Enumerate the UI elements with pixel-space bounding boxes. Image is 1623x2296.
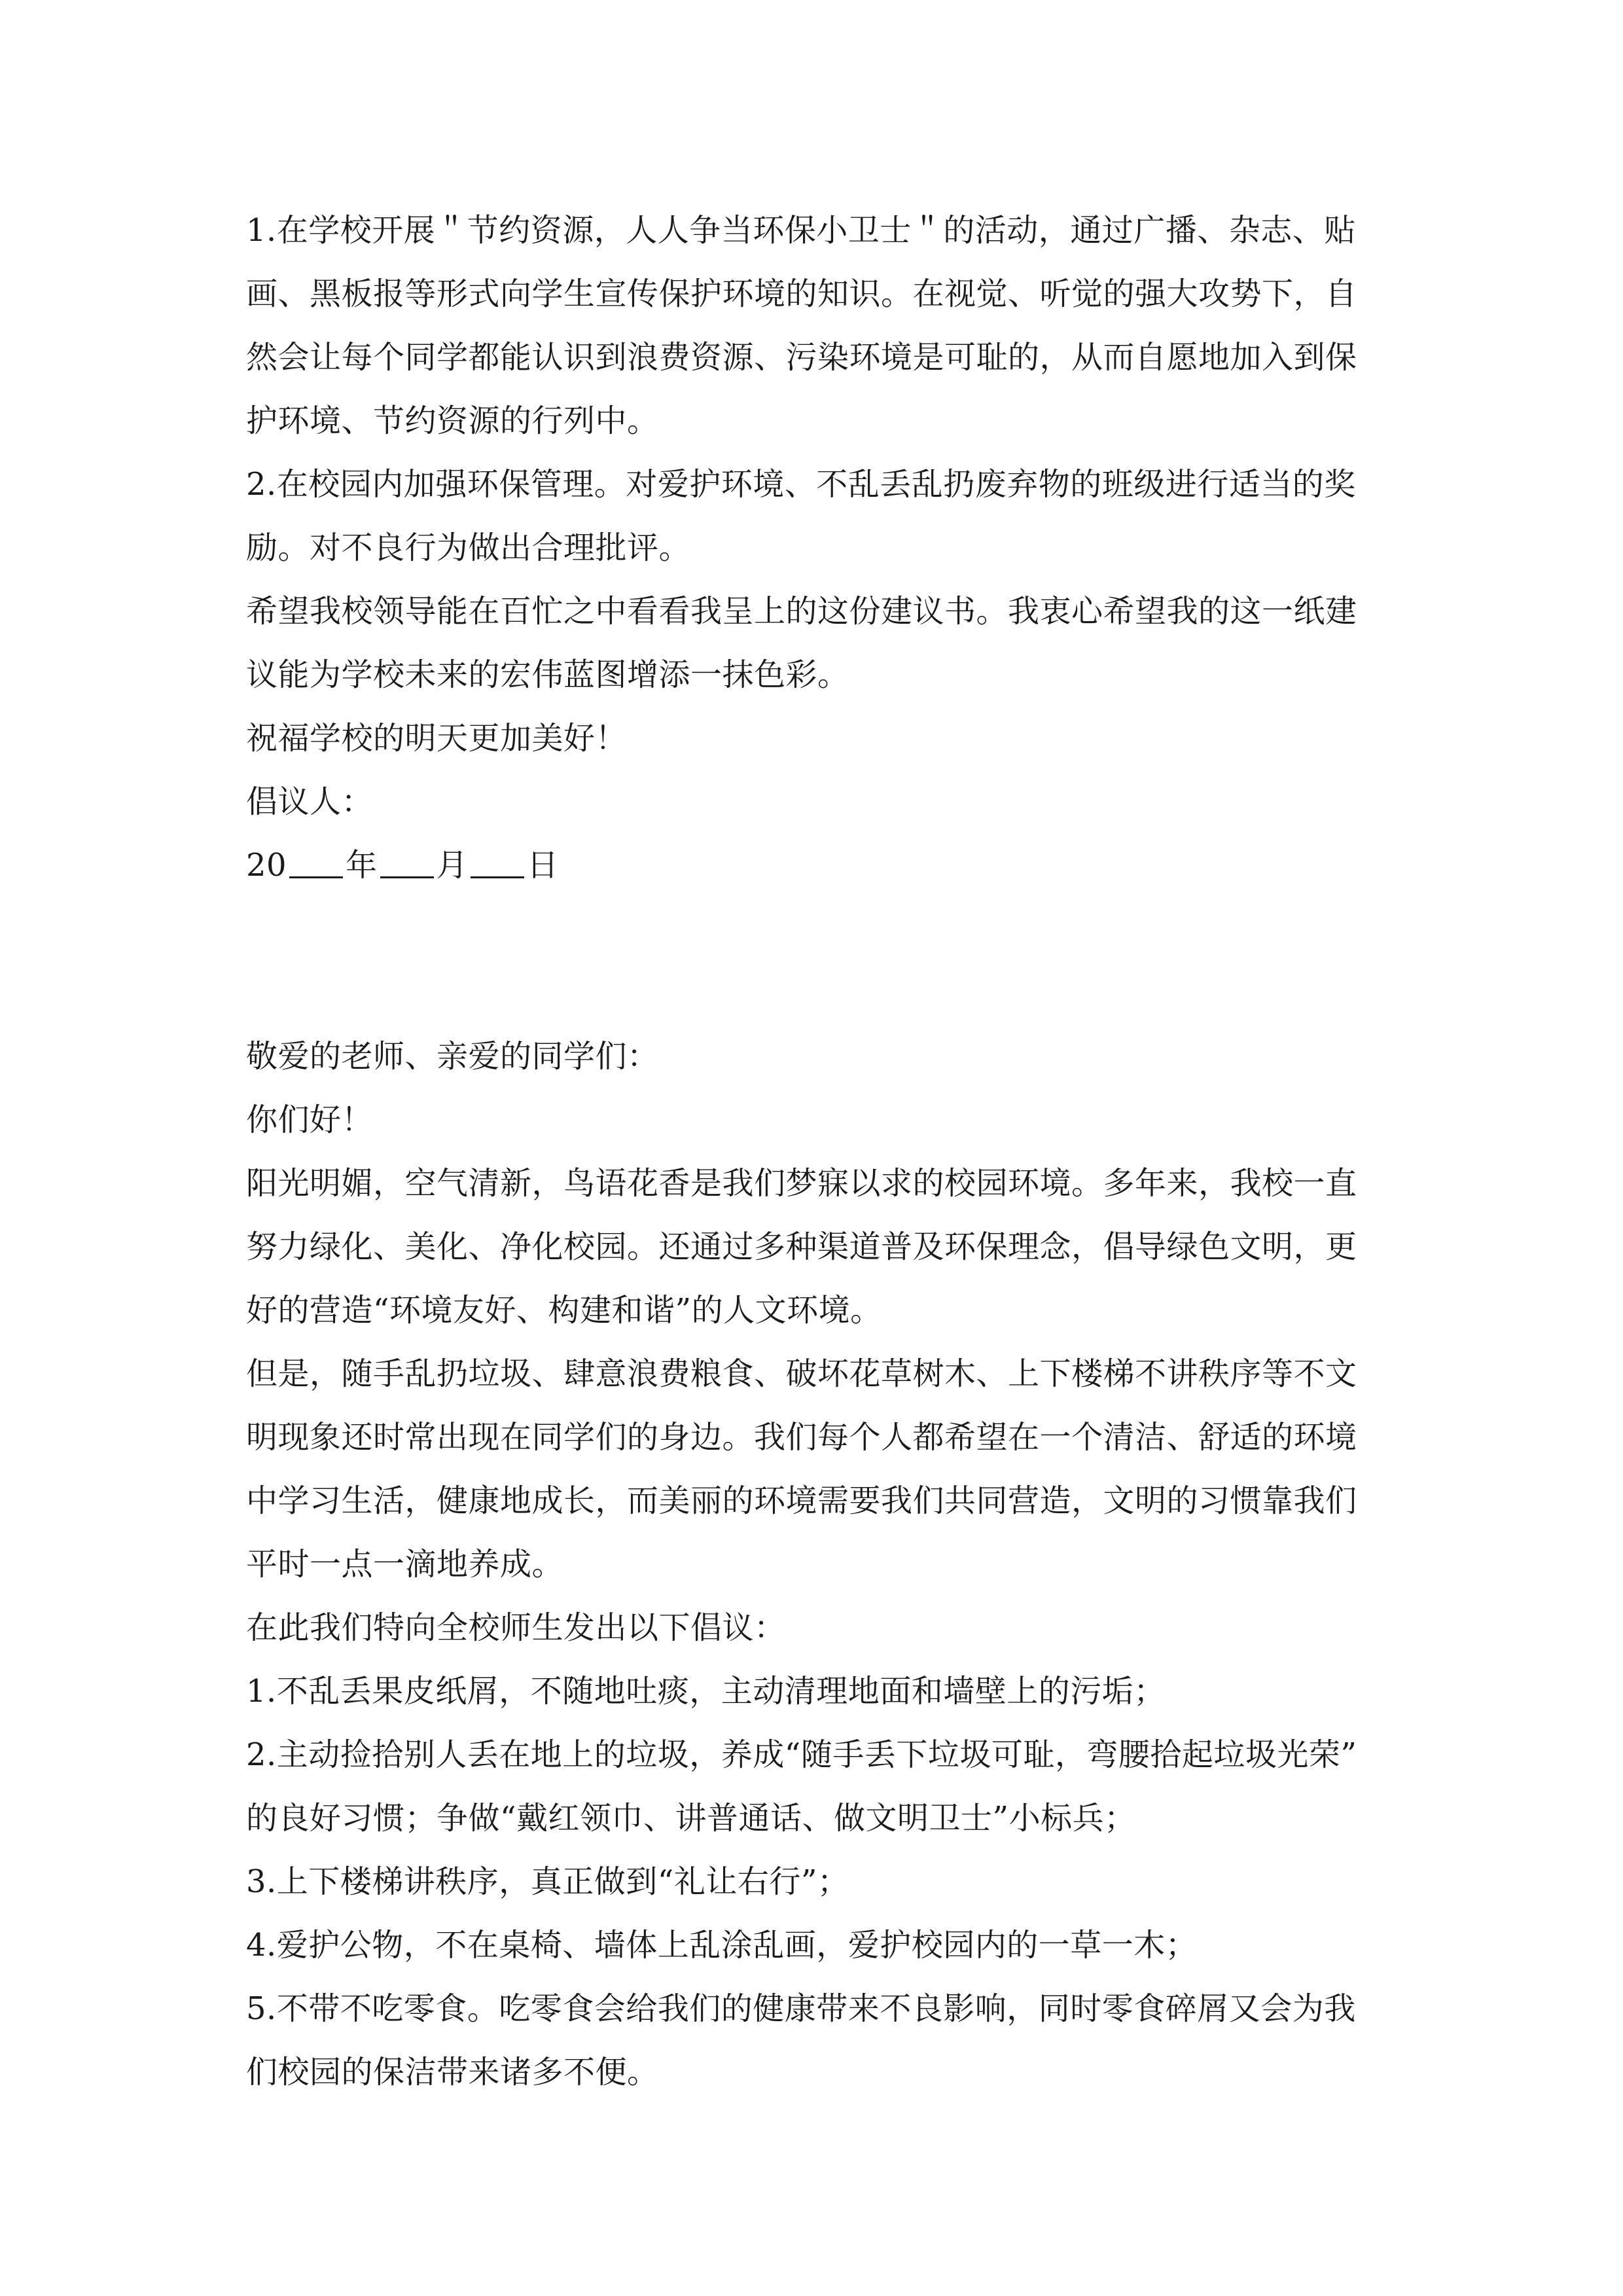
text-line: 平时一点一滴地养成。	[246, 1546, 564, 1583]
text-line: 努力绿化、美化、净化校园。还通过多种渠道普及环保理念，倡导绿色文明，更	[246, 1229, 1357, 1265]
text-line: 护环境、节约资源的行列中。	[246, 403, 659, 439]
text-line: 1.在学校开展＂节约资源，人人争当环保小卫士＂的活动，通过广播、杂志、贴	[246, 212, 1356, 249]
greeting: 你们好！	[246, 1102, 374, 1138]
text-line: 然会让每个同学都能认识到浪费资源、污染环境是可耻的，从而自愿地加入到保	[246, 339, 1357, 376]
list-item: 4.爱护公物，不在桌椅、墙体上乱涂乱画，爱护校园内的一草一木；	[246, 1927, 1198, 1964]
list-item: 3.上下楼梯讲秩序，真正做到“礼让右行”；	[246, 1863, 849, 1900]
text-line: 中学习生活，健康地成长，而美丽的环境需要我们共同营造，文明的习惯靠我们	[246, 1482, 1357, 1519]
day-blank	[471, 876, 524, 878]
year-blank	[289, 876, 343, 878]
text-line: 励。对不良行为做出合理批评。	[246, 529, 691, 566]
list-item: 的良好习惯；争做“戴红领巾、讲普通话、做文明卫士”小标兵；	[246, 1800, 1136, 1837]
text-line: 画、黑板报等形式向学生宣传保护环境的知识。在视觉、听觉的强大攻势下，自	[246, 276, 1357, 312]
list-item: 们校园的保洁带来诸多不便。	[246, 2054, 659, 2090]
text-line: 议能为学校未来的宏伟蓝图增添一抹色彩。	[246, 656, 849, 693]
list-item: 1.不乱丢果皮纸屑，不随地吐痰，主动清理地面和墙壁上的污垢；	[246, 1673, 1166, 1710]
document-page	[246, 199, 1385, 2104]
initiative-section	[246, 1025, 1385, 2104]
text-line: 2.在校园内加强环保管理。对爱护环境、不乱丢乱扔废弃物的班级进行适当的奖	[246, 466, 1356, 503]
text-line: 好的营造“环境友好、构建和谐”的人文环境。	[246, 1292, 882, 1329]
text-line: 希望我校领导能在百忙之中看看我呈上的这份建议书。我衷心希望我的这一纸建	[246, 593, 1357, 630]
month-suffix: 月	[436, 847, 469, 884]
list-item: 5.不带不吃零食。吃零食会给我们的健康带来不良影响，同时零食碎屑又会为我	[246, 1990, 1356, 2027]
month-blank	[380, 876, 434, 878]
text-line: 在此我们特向全校师生发出以下倡议：	[246, 1609, 786, 1646]
salutation: 敬爱的老师、亲爱的同学们：	[246, 1038, 659, 1075]
day-suffix: 日	[527, 847, 559, 884]
list-item: 2.主动捡拾别人丢在地上的垃圾，养成“随手丢下垃圾可耻，弯腰拾起垃圾光荣”	[246, 1736, 1357, 1773]
signature-label: 倡议人：	[246, 783, 374, 820]
date-line	[246, 834, 1385, 897]
text-line: 明现象还时常出现在同学们的身边。我们每个人都希望在一个清洁、舒适的环境	[246, 1419, 1357, 1456]
proposal-section	[246, 199, 1385, 897]
year-suffix: 年	[346, 847, 378, 884]
text-line: 阳光明媚，空气清新，鸟语花香是我们梦寐以求的校园环境。多年来，我校一直	[246, 1165, 1357, 1202]
closing-wish: 祝福学校的明天更加美好！	[246, 720, 628, 757]
section-gap	[246, 897, 1385, 1025]
year-prefix: 20	[246, 847, 287, 884]
text-line: 但是，随手乱扔垃圾、肆意浪费粮食、破坏花草树木、上下楼梯不讲秩序等不文	[246, 1355, 1357, 1392]
